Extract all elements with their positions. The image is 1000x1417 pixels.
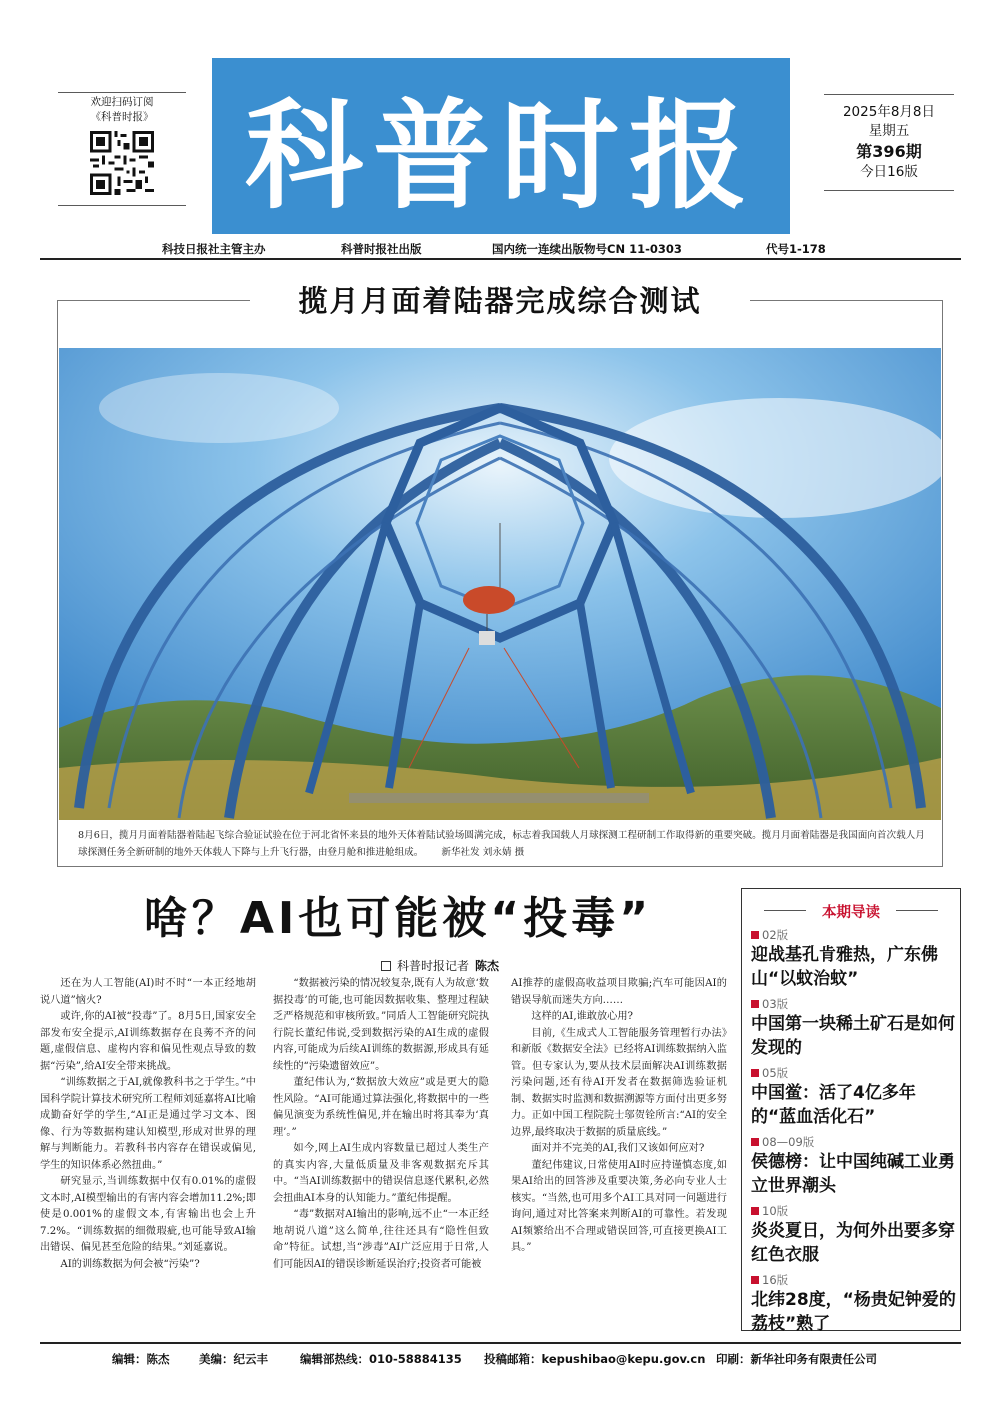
guide-item[interactable] [751, 1272, 957, 1336]
guide-headline[interactable]: 迎战基孔肯雅热，广东佛山“以蚊治蚊” [751, 945, 938, 989]
byline-author: 陈杰 [475, 959, 500, 973]
qr-caption-line-2: 《科普时报》 [90, 111, 154, 123]
guide-item[interactable] [751, 927, 957, 991]
lander-test-rig-image [59, 348, 941, 820]
masthead-banner [212, 58, 790, 234]
divider [58, 92, 186, 93]
divider [58, 205, 186, 206]
article-column-3 [511, 976, 727, 1257]
photo-caption-text: 8月6日，揽月月面着陆器着陆起飞综合验证试验在位于河北省怀来县的地外天体着陆试验场圆满完成，标志着我国载人月球探测工程研制工作取得新的重要突破。揽月月面着陆器是我国面向首次载人月球探测任务全新研制的地外天体载人下降与上升飞行器，由登月舱和推进舱组成。 [78, 830, 925, 858]
qr-caption [58, 95, 186, 125]
paragraph: 研究显示,当训练数据中仅有0.01%的虚假文本时,AI模型输出的有害内容会增加11.2%;即使是0.001%的虚假文本,有害输出也会上升7.2%。“训练数据的细微瑕疵,也可能导致AI输出错误、偏见甚至危险的结果。”刘延嘉说。 [40, 1176, 256, 1253]
paragraph: 目前,《生成式人工智能服务管理暂行办法》和新版《数据安全法》已经将AI训练数据纳入监管。但专家认为,要从技术层面解决AI训练数据污染问题,还有待AI开发者在数据筛选验证机制、数据实时监测和数据溯源等方面付出更多努力。正如中国工程院院士邬贺铨所言:“AI的安全边界,最终取决于数据的质量底线。” [511, 1027, 727, 1138]
lander-test-photo[interactable] [59, 348, 941, 820]
qr-code-icon[interactable] [90, 131, 154, 195]
paragraph: “训练数据之于AI,就像教科书之于学生。”中国科学院计算技术研究所工程师刘延嘉将AI比喻成勤奋好学的学生,“AI正是通过学习文本、图像、行为等数据构建认知模型,形成对世界的理解与判断能力。若教科书内容存在错误或偏见,学生的知识体系必然扭曲。” [40, 1077, 256, 1171]
paragraph: 董纪伟认为,“数据放大效应”或是更大的隐性风险。“AI可能通过算法强化,将数据中的一些偏见演变为系统性偏见,并在输出时将其奉为‘真理’。” [273, 1077, 489, 1138]
guide-page-label: 16版 [751, 1272, 957, 1288]
byline [300, 957, 580, 974]
guide-item[interactable] [751, 1203, 957, 1267]
article-column-1 [40, 976, 256, 1273]
guide-page-label: 03版 [751, 996, 957, 1012]
issue-guide-list [751, 927, 957, 1341]
footer-email[interactable]: 投稿邮箱：kepushibao@kepu.gov.cn [484, 1352, 706, 1366]
top-story-headline[interactable]: 揽月月面着陆器完成综合测试 [250, 282, 750, 320]
photo-caption [78, 827, 928, 861]
byline-prefix: 科普时报记者 [396, 959, 469, 973]
guide-page-label: 02版 [751, 927, 957, 943]
paragraph: “毒”数据对AI输出的影响,远不止“一本正经地胡说八道”这么简单,往往还具有“隐性但致命”特征。试想,当“涉毒”AI广泛应用于日常,人们可能因AI的错误诊断延误治疗;投资者可能被 [273, 1209, 489, 1270]
divider [824, 190, 954, 191]
issue-date: 2025年8月8日 [842, 104, 936, 120]
guide-headline[interactable]: 炎炎夏日，为何外出要多穿红色衣服 [751, 1221, 955, 1265]
publisher-bar [40, 238, 961, 260]
guide-headline[interactable]: 中国第一块稀土矿石是如何发现的 [751, 1014, 955, 1058]
guide-headline[interactable]: 中国鲎：活了4亿多年的“蓝血活化石” [751, 1083, 916, 1127]
subscribe-qr-block [58, 92, 186, 206]
footer-hotline: 编辑部热线：010-58884135 [300, 1352, 462, 1366]
byline-box-icon [381, 961, 391, 971]
sponsor-text: 科技日报社主管主办 [162, 242, 266, 256]
paragraph: 如今,网上AI生成内容数量已超过人类生产的真实内容,大量低质量及非客观数据充斥其中。“当AI训练数据中的错误信息逐代累积,必然会扭曲AI本身的认知能力。”董纪伟提醒。 [273, 1143, 489, 1204]
footer-editor: 编辑：陈杰 [112, 1352, 170, 1366]
paragraph: 面对并不完美的AI,我们又该如何应对? [531, 1143, 705, 1154]
postal-code-text: 代号1-178 [766, 242, 826, 256]
issue-guide-sidebar [741, 888, 961, 1334]
issue-guide-title: 本期导读 [742, 901, 960, 922]
issue-weekday: 星期五 [868, 123, 910, 139]
cn-number-text: 国内统一连续出版物号CN 11-0303 [492, 242, 682, 256]
footer-printer: 印刷：新华社印务有限责任公司 [716, 1352, 877, 1366]
issue-number: 第396期 [856, 142, 922, 161]
paragraph: AI推荐的虚假高收益项目欺骗;汽车可能因AI的错误导航而迷失方向…… [511, 978, 727, 1006]
guide-headline[interactable]: 侯德榜：让中国纯碱工业勇立世界潮头 [751, 1152, 955, 1196]
paragraph: AI的训练数据为何会被“污染”? [60, 1258, 200, 1270]
paragraph: 董纪伟建议,日常使用AI时应持谨慎态度,如果AI给出的回答涉及重要决策,务必向专业人士核实。“当然,也可用多个AI工具对同一问题进行询问,通过对比答案来判断AI的可靠性。若发现AI频繁给出不合理或错误回答,可直接更换AI工具。” [511, 1159, 727, 1253]
issue-info [824, 94, 954, 191]
publisher-text: 科普时报社出版 [341, 242, 422, 256]
newspaper-title: 科普时报 [244, 86, 757, 225]
lead-article-headline[interactable]: 啥？AI也可能被“投毒” [143, 893, 653, 944]
article-column-2 [273, 976, 489, 1273]
paragraph: 这样的AI,谁敢放心用? [531, 1011, 633, 1022]
footer-bar [40, 1342, 961, 1368]
guide-item[interactable] [751, 1134, 957, 1198]
guide-page-label: 05版 [751, 1065, 957, 1081]
paragraph: 还在为人工智能(AI)时不时“一本正经地胡说八道”恼火? [40, 978, 256, 1006]
footer-designer: 美编：纪云丰 [199, 1352, 268, 1366]
photo-credit: 新华社发 刘永婧 摄 [441, 847, 525, 858]
guide-page-label: 10版 [751, 1203, 957, 1219]
qr-caption-line-1: 欢迎扫码订阅 [90, 96, 154, 108]
paragraph: “数据被污染的情况较复杂,既有人为故意‘数据投毒’的可能,也可能因数据收集、整理过程缺乏严格规范和审核所致。”同盾人工智能研究院执行院长董纪伟说,受到数据污染的AI生成的虚假内容,可能成为后续AI训练的数据源,形成具有延续性的“污染遗留效应”。 [273, 978, 489, 1072]
guide-headline[interactable]: 北纬28度，“杨贵妃钟爱的荔枝”熟了 [751, 1290, 956, 1334]
issue-page-count: 今日16版 [860, 164, 918, 180]
guide-page-label: 08—09版 [751, 1134, 957, 1150]
guide-item[interactable] [751, 1065, 957, 1129]
paragraph: 或许,你的AI被“投毒”了。8月5日,国家安全部发布安全提示,AI训练数据存在良莠不齐的问题,虚假信息、虚构内容和偏见性观点导致的数据“污染”,给AI安全带来挑战。 [40, 1011, 256, 1072]
guide-item[interactable] [751, 996, 957, 1060]
